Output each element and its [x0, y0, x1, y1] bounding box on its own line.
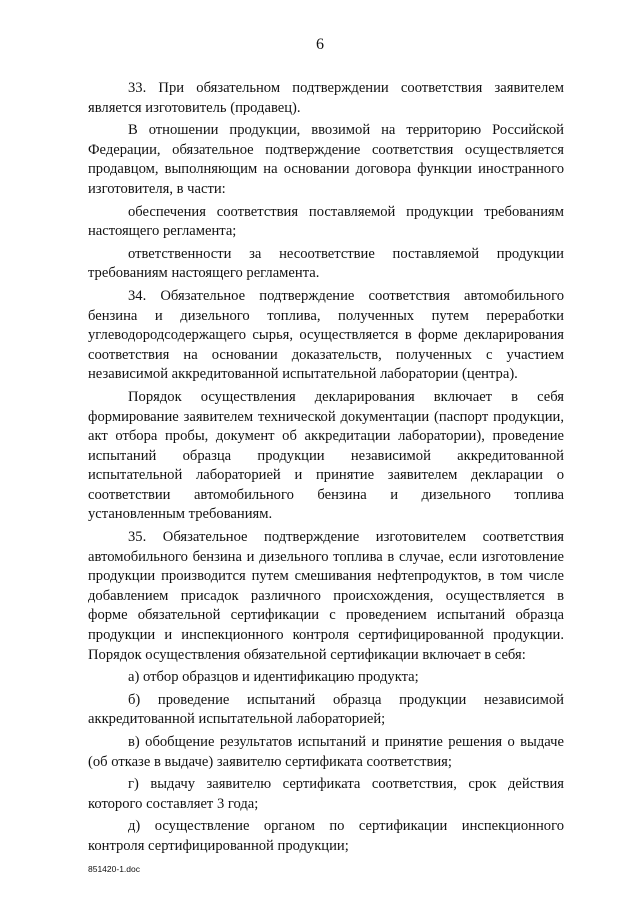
text-line: углеводородсодержащего сырья, осуществляется в форме декларирования	[88, 327, 564, 344]
text-line: которого составляет 3 года;	[88, 795, 259, 812]
paragraph	[88, 733, 564, 772]
text-line: в) обобщение результатов испытаний и принятие решения о выдаче	[128, 734, 564, 750]
paragraph	[88, 775, 564, 814]
text-line: акт отбора пробы, документ об аккредитации лаборатории), проведение	[88, 428, 564, 445]
paragraph	[88, 691, 564, 730]
text-line: продукции и инспекционного контроля сертифицированной продукции.	[88, 627, 564, 644]
text-line: В отношении продукции, ввозимой на территорию Российской	[128, 122, 564, 139]
text-line: б) проведение испытаний образца продукции независимой	[128, 691, 564, 708]
paragraph	[88, 287, 564, 385]
text-line: добавлением присадок различного происхождения, осуществляется в	[88, 587, 564, 604]
text-line: испытаний образца продукции независимой аккредитованной	[88, 447, 564, 464]
text-line: автомобильного бензина и дизельного топлива в случае, если изготовление	[88, 548, 564, 565]
document-body	[88, 76, 564, 857]
paragraph	[88, 79, 564, 118]
text-line: 35. Обязательное подтверждение изготовителем соответствия	[128, 529, 564, 546]
text-line: Федерации, обязательное подтверждение соответствия осуществляется	[88, 141, 564, 158]
paragraph	[88, 817, 564, 856]
text-line: обеспечения соответствия поставляемой продукции требованиям	[128, 203, 564, 220]
text-line: бензина и дизельного топлива, полученных путем переработки	[88, 307, 564, 324]
text-line: а) отбор образцов и идентификацию продукта;	[128, 669, 419, 686]
paragraph	[88, 528, 564, 665]
text-line: требованиям настоящего регламента.	[88, 265, 320, 282]
text-line: форме обязательной сертификации с проведением испытаний образца	[88, 607, 564, 624]
text-line: продавцом, выполняющим на основании договора функции иностранного	[88, 161, 564, 178]
text-line: продукции производится путем смешивания нефтепродуктов, в том числе	[88, 568, 564, 585]
text-line: настоящего регламента;	[88, 223, 237, 240]
text-line: соответствии автомобильного бензина и дизельного топлива	[88, 486, 564, 503]
text-line: соответствия на основании доказательств, полученных с участием	[88, 346, 564, 363]
text-line: ответственности за несоответствие поставляемой продукции	[128, 245, 564, 262]
text-line: испытательной лабораторией и принятие заявителем декларации о	[88, 467, 564, 484]
text-line: д) осуществление органом по сертификации инспекционного	[128, 818, 564, 835]
text-line: формирование заявителем технической документации (паспорт продукции,	[88, 408, 564, 425]
footer-filename: 851420-1.doc	[88, 864, 140, 874]
text-line: изготовителя, в части:	[88, 180, 226, 197]
text-line: независимой аккредитованной испытательной лаборатории (центра).	[88, 366, 518, 383]
paragraph	[88, 203, 564, 242]
text-line: установленным требованиям.	[88, 506, 273, 523]
paragraph	[88, 388, 564, 525]
text-line: аккредитованной испытательной лабораторией;	[88, 711, 386, 728]
text-line: является изготовитель (продавец).	[88, 99, 301, 116]
paragraph	[88, 245, 564, 284]
text-line: (об отказе в выдаче) заявителю сертификата соответствия;	[88, 753, 452, 770]
text-line: 33. При обязательном подтверждении соответствия заявителем	[128, 80, 564, 96]
paragraph	[88, 668, 564, 688]
text-line: контроля сертифицированной продукции;	[88, 837, 349, 854]
text-line: Порядок осуществления декларирования включает в себя	[128, 388, 564, 405]
text-line: г) выдачу заявителю сертификата соответствия, срок действия	[128, 776, 564, 793]
paragraph	[88, 121, 564, 199]
text-line: 34. Обязательное подтверждение соответствия автомобильного	[128, 287, 564, 304]
page-number: 6	[316, 36, 324, 53]
text-line: Порядок осуществления обязательной сертификации включает в себя:	[88, 646, 526, 663]
